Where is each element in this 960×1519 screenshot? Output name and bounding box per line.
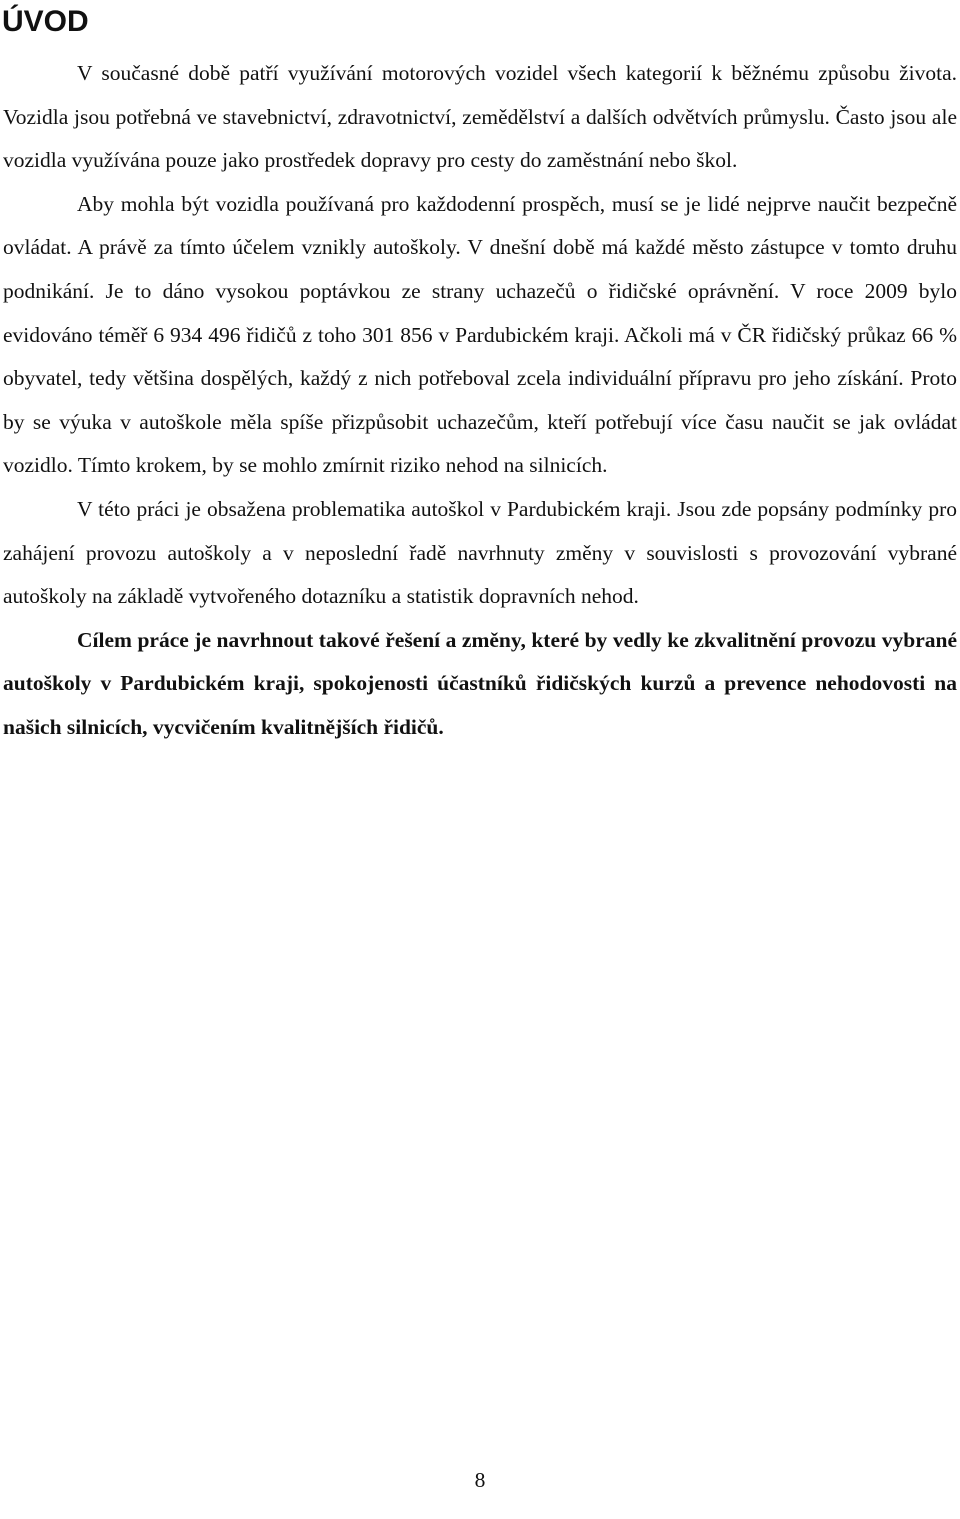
paragraph-driving-schools: Aby mohla být vozidla používaná pro každodenní prospěch, musí se je lidé nejprve naučit bezpečně ovládat. A právě za tímto účelem vznikly autoškoly. V dnešní době má každé město zástupce v tomto druhu podnikání. Je to dáno vysokou poptávkou ze strany uchazečů o řidičské oprávnění. V roce 2009 bylo evidováno téměř 6 934 496 řidičů z toho 301 856 v Pardubickém kraji. Ačkoli má v ČR řidičský průkaz 66 % obyvatel, tedy většina dospělých, každý z nich potřeboval zcela individuální přípravu pro jeho získání. Proto by se výuka v autoškole měla spíše přizpůsobit uchazečům, kteří potřebují více času naučit se jak ovládat vozidlo. Tímto krokem, by se mohlo zmírnit riziko nehod na silnicích. (3, 191, 957, 478)
page-title: ÚVOD (2, 5, 89, 38)
document-body (3, 52, 957, 750)
paragraph-thesis-content: V této práci je obsažena problematika autoškol v Pardubickém kraji. Jsou zde popsány podmínky pro zahájení provozu autoškoly a v neposlední řadě navrhnuty změny v souvislosti s provozování vybrané autoškoly na základě vytvořeného dotazníku a statistik dopravních nehod. (3, 496, 957, 609)
page-number: 8 (474, 1468, 486, 1492)
paragraph-intro: V současné době patří využívání motorových vozidel všech kategorií k běžnému způsobu života. Vozidla jsou potřebná ve stavebnictví, zdravotnictví, zemědělství a dalších odvětvích průmyslu. Často jsou ale vozidla využívána pouze jako prostředek dopravy pro cesty do zaměstnání nebo škol. (3, 61, 957, 173)
paragraph-thesis-goal: Cílem práce je navrhnout takové řešení a změny, které by vedly ke zkvalitnění provozu vybrané autoškoly v Pardubickém kraji, spokojenosti účastníků řidičských kurzů a prevence nehodovosti na našich silnicích, vycvičením kvalitnějších řidičů. (3, 627, 957, 739)
